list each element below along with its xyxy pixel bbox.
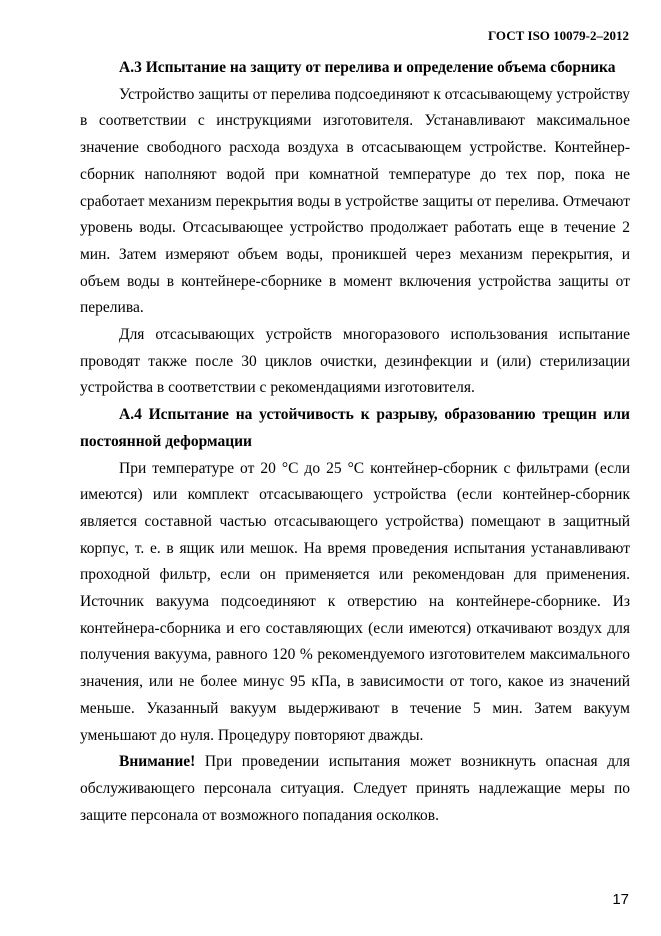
section-a4-paragraph-1: При температуре от 20 °С до 25 °С контейнер-сборник с фильтрами (если имеются) или комплект отсасывающего устройства (если контейнер-сборник является составной частью отсасывающего устройства) помещают в защитный корпус, т. е. в ящик или мешок. На время проведения испытания устанавливают проходной фильтр, если он применяется или рекомендован для применения. Источник вакуума подсоединяют к отверстию на контейнере-сборнике. Из контейнера-сборника и его составляющих (если имеются) откачивают воздух для получения вакуума, равного 120 % рекомендуемого изготовителем максимального значения, или не более минус 95 кПа, в зависимости от того, какое из значений меньше. Указанный вакуум выдерживают в течение 5 мин. Затем вакуум уменьшают до нуля. Процедуру повторяют дважды. (80, 459, 630, 744)
section-a3-paragraph-2: Для отсасывающих устройств многоразового использования испытание проводят также после 30 циклов очистки, дезинфекции и (или) стерилизации устройства в соответствии с рекомендациями изготовителя. (80, 326, 630, 397)
section-a3-paragraph-1: Устройство защиты от перелива подсоединяют к отсасывающему устройству в соответствии с инструкциями изготовителя. Устанавливают максимальное значение свободного расхода воздуха в отсасывающем устройстве. Контейнер-сборник наполняют водой при комнатной температуре до тех пор, пока не сработает механизм перекрытия воды в устройстве защиты от перелива. Отмечают уровень воды. Отсасывающее устройство продолжает работать еще в течение 2 мин. Затем измеряют объем воды, проникшей через механизм перекрытия, и объем воды в контейнере-сборнике в момент включения устройства защиты от перелива. (80, 85, 630, 317)
warning-text: При проведении испытания может возникнуть опасная для обслуживающего персонала ситуация. Следует принять надлежащие меры по защите персонала от возможного попадания осколков. (80, 753, 630, 824)
section-a3-heading: А.3 Испытание на защиту от перелива и определение объема сборника (119, 59, 616, 76)
warning-label: Внимание! (119, 753, 196, 771)
warning-paragraph (80, 749, 630, 829)
document-code-header: ГОСТ ISO 10079-2–2012 (487, 28, 629, 43)
page-number: 17 (612, 891, 629, 908)
section-a4-heading: А.4 Испытание на устойчивость к разрыву, образованию трещин или постоянной деформации (80, 406, 630, 450)
document-body (80, 55, 630, 829)
